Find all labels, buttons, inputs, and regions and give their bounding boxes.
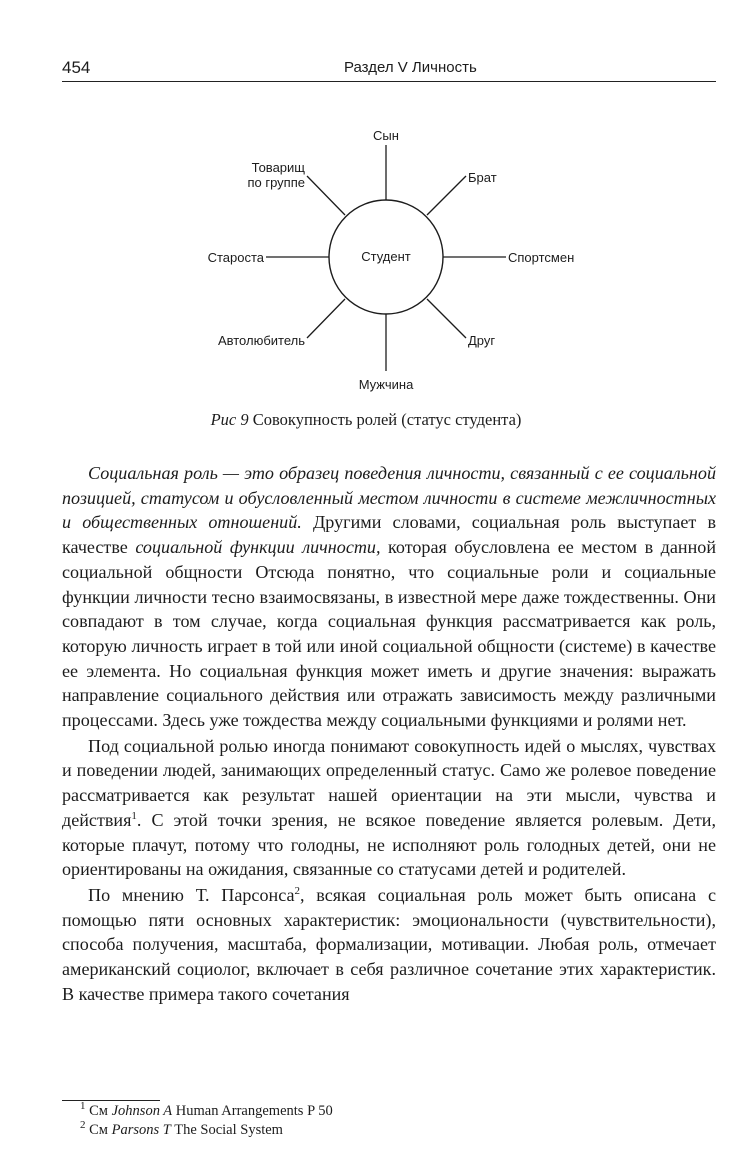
footnotes: [80, 1102, 333, 1140]
running-header: [62, 58, 716, 80]
role-set-diagram: [0, 118, 732, 403]
section-title: Раздел V Личность: [344, 59, 477, 76]
role-label-motorist: Автолюбитель: [217, 333, 305, 348]
spoke-top-left: [307, 176, 345, 215]
footnote-2: $^2$ См Parsons T The Social System: [80, 1119, 283, 1138]
role-label-friend: Друг: [468, 333, 496, 348]
term-italic: социальной функции личности,: [135, 537, 381, 558]
figure-caption-text: Совокупность ролей (статус студента): [252, 410, 522, 429]
paragraph-2: Под социальной ролью иногда понимают совокупность идей о мыслях, чувствах и поведении людей, занимающих определенный статус. Само же ролевое поведение рассматривается как результат нашей ориентации на эти мысли, чувства и действия$^1$. С этой точки зрения, не всякое поведение является ролевым. Дети, которые плачут, потому что голодны, не исполняют роль голодных детей, они не ориентированы на ожидания, связанные со статусами детей и родителей.: [62, 735, 716, 880]
body-text: [62, 461, 716, 1006]
paragraph-3: По мнению Т. Парсонса$^2$, всякая социальная роль может быть описана с помощью пяти основных характеристик: эмоциональности (чувствительности), способа получения, масштаба, формализации, мотивации. Любая роль, отмечает американский социолог, включает в себя различное сочетание этих характеристик. В качестве примера такого сочетания: [62, 884, 716, 1004]
header-rule: [62, 81, 716, 82]
role-label-brother: Брат: [468, 170, 497, 185]
figure-number: Рис 9: [210, 410, 249, 429]
spoke-bottom-left: [307, 299, 345, 338]
figure-caption: [0, 410, 732, 430]
role-label-man: Мужчина: [358, 377, 414, 392]
page-number: 454: [62, 58, 91, 77]
center-label-student: Студент: [361, 249, 411, 264]
role-label-son: Сын: [373, 128, 399, 143]
role-label-groupmate: Товарищ по группе: [247, 160, 305, 190]
footnote-ref-1: 1: [131, 809, 137, 822]
paragraph-1: Социальная роль — это образец поведения личности, связанный с ее социальной позицией, статусом и обусловленный местом личности в системе межличностных и общественных отношений. Другими словами, социальная роль выступает в качестве социальной функции личности, которая обусловлена ее местом в данной социальной общности Отсюда понятно, что социальные роли и социальные функции личности тесно взаимосвязаны, в известной мере даже тождественны. Они совпадают в том случае, когда социальная функция рассматривается как роль, которую личность играет в той или иной социальной общности (системе) в качестве ее элемента. Но социальная функция может иметь и другие значения: выражать направление социального действия или отражать зависимость между различными процессами. Здесь уже тождества между социальными функциями и ролями нет.: [62, 463, 717, 731]
spoke-bottom-right: [427, 299, 466, 338]
definition-italic: Социальная роль — это образец поведения личности, связанный с ее социальной позицией, статусом и обусловленный местом личности в системе межличностных и общественных отношений.: [62, 463, 716, 533]
footnote-ref-2: 2: [294, 884, 300, 897]
spoke-top-right: [427, 176, 466, 215]
role-label-sportsman: Спортсмен: [508, 250, 575, 265]
role-label-monitor: Староста: [207, 250, 264, 265]
footnote-1: $^1$ См Johnson A Human Arrangements P 50: [80, 1100, 333, 1119]
footnote-rule: [62, 1100, 160, 1101]
